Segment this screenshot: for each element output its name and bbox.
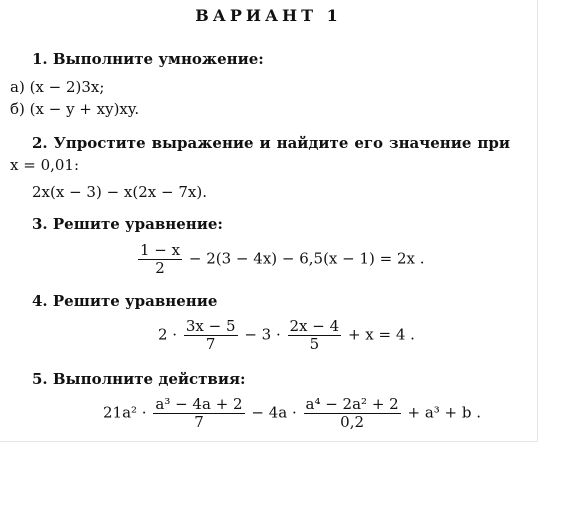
task1-part-a: а) (x − 2)3x;	[10, 78, 105, 96]
task4-fraction-1-numerator: 3x − 5	[185, 317, 236, 335]
task2-condition: x = 0,01:	[10, 156, 80, 174]
task3-equation	[136, 242, 425, 277]
task3-fraction	[138, 242, 182, 277]
task5-fraction-2-denominator: 0,2	[340, 413, 365, 431]
task5-heading: 5. Выполните действия:	[32, 370, 246, 388]
task4-coefficient-2: − 3 ·	[244, 325, 281, 344]
task2-expression: 2x(x − 3) − x(2x − 7x).	[32, 183, 207, 201]
task5-fraction-1-numerator: a³ − 4a + 2	[155, 395, 243, 413]
task5-expression	[103, 396, 481, 431]
task5-fraction-1	[153, 396, 244, 431]
task5-fraction-2	[304, 396, 401, 431]
task3-fraction-denominator: 2	[155, 259, 165, 277]
task3-heading: 3. Решите уравнение:	[32, 215, 223, 233]
task4-fraction-2-denominator: 5	[309, 335, 320, 353]
task3-equation-rest: − 2(3 − 4x) − 6,5(x − 1) = 2x .	[188, 249, 425, 268]
task4-fraction-1-denominator: 7	[205, 335, 216, 353]
task3-fraction-numerator: 1 − x	[140, 241, 181, 259]
task1-part-b: б) (x − y + xy)xy.	[10, 100, 140, 118]
task5-coefficient-1: 21a² ·	[103, 403, 147, 422]
variant-title: ВАРИАНТ 1	[195, 6, 342, 25]
task1-heading: 1. Выполните умножение:	[32, 50, 264, 68]
task4-equation-rest: + x = 4 .	[347, 325, 415, 344]
task4-fraction-1	[184, 318, 238, 353]
task5-expression-rest: + a³ + b .	[407, 403, 482, 422]
task4-fraction-2	[288, 318, 342, 353]
task4-equation	[158, 318, 415, 353]
task4-fraction-2-numerator: 2x − 4	[289, 317, 340, 335]
task4-heading: 4. Решите уравнение	[32, 292, 218, 310]
task5-fraction-1-denominator: 7	[194, 413, 204, 431]
task5-fraction-2-numerator: a⁴ − 2a² + 2	[305, 395, 399, 413]
task2-heading: 2. Упростите выражение и найдите его значение при	[32, 134, 510, 152]
task4-coefficient-1: 2 ·	[158, 325, 178, 344]
task5-coefficient-2: − 4a ·	[251, 403, 297, 422]
